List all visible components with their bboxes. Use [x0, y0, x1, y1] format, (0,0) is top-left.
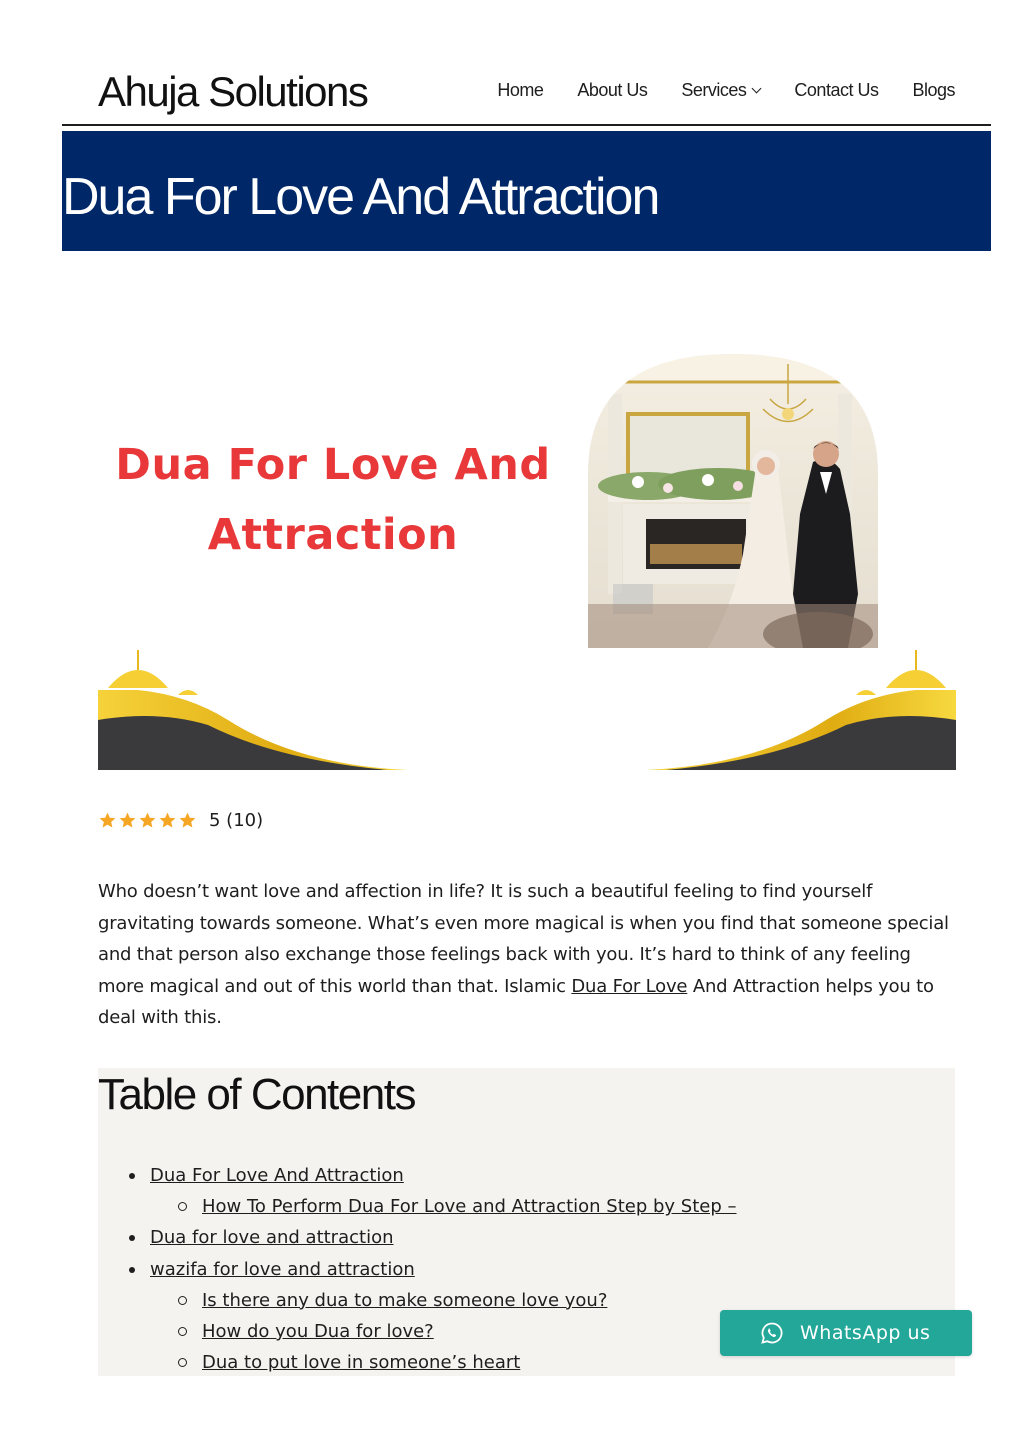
bullet-disc-icon [129, 1267, 135, 1273]
toc-item [98, 1222, 955, 1253]
nav-contact-us[interactable]: Contact Us [794, 80, 879, 100]
featured-image-caption [98, 430, 568, 570]
rating [98, 810, 263, 831]
star-icon[interactable] [98, 811, 117, 830]
star-icon[interactable] [178, 811, 197, 830]
toc-link[interactable]: Is there any dua to make someone love you? [202, 1289, 608, 1311]
intro-text-end: And Attraction helps you to deal with this. [98, 975, 934, 1028]
intro-paragraph [98, 876, 960, 1034]
toc-link[interactable]: Dua to put love in someone’s heart [202, 1352, 521, 1374]
star-icon[interactable] [118, 811, 137, 830]
dua-for-love-link[interactable]: Dua For Love [571, 975, 688, 997]
rating-value: 5 (10) [209, 810, 264, 831]
main-nav [497, 80, 955, 101]
site-header [62, 60, 991, 126]
whatsapp-button[interactable] [720, 1310, 972, 1356]
whatsapp-icon [760, 1321, 784, 1345]
toc-link[interactable]: How do you Dua for love? [202, 1320, 434, 1342]
nav-blogs[interactable]: Blogs [912, 80, 955, 100]
star-icon[interactable] [158, 811, 177, 830]
intro-text-start: Who doesn’t want love and affection in life? It is such a beautiful feeling to find yourself gravitating towards someone. What’s even more magical is when you find that someone special and that person also exchange those feelings back with you. It’s hard to think of any feeling more magical and out of this world than that. Islamic [98, 881, 949, 997]
nav-services-label: Services [681, 80, 747, 100]
bullet-circle-icon [178, 1202, 187, 1211]
bullet-disc-icon [129, 1173, 135, 1179]
featured-image-caption-line2: Attraction [207, 510, 459, 560]
star-rating[interactable] [98, 811, 197, 830]
toc-link[interactable]: How To Perform Dua For Love and Attraction Step by Step – [202, 1196, 737, 1218]
star-icon[interactable] [138, 811, 157, 830]
featured-image-caption-line1: Dua For Love And [115, 440, 551, 490]
site-title[interactable]: Ahuja Solutions [98, 68, 368, 115]
nav-home[interactable]: Home [497, 80, 544, 100]
nav-about-us[interactable]: About Us [577, 80, 648, 100]
toc-item [98, 1160, 955, 1191]
toc-item [98, 1254, 955, 1285]
page-hero [62, 131, 991, 251]
toc-title: Table of Contents [98, 1070, 415, 1119]
toc-link[interactable]: Dua for love and attraction [150, 1227, 394, 1249]
bullet-disc-icon [129, 1235, 135, 1241]
nav-services[interactable] [681, 80, 760, 101]
bullet-circle-icon [178, 1327, 187, 1336]
toc-link[interactable]: Dua For Love And Attraction [150, 1165, 404, 1186]
toc-link[interactable]: wazifa for love and attraction [150, 1258, 415, 1280]
whatsapp-label: WhatsApp us [800, 1322, 931, 1344]
mosque-dome-decoration [98, 640, 956, 770]
page-title: Dua For Love And Attraction [62, 168, 659, 226]
bullet-circle-icon [178, 1358, 187, 1367]
toc-item [98, 1191, 955, 1222]
featured-image [98, 350, 956, 770]
chevron-down-icon [752, 84, 762, 94]
bullet-circle-icon [178, 1296, 187, 1305]
couple-photo [588, 354, 878, 648]
